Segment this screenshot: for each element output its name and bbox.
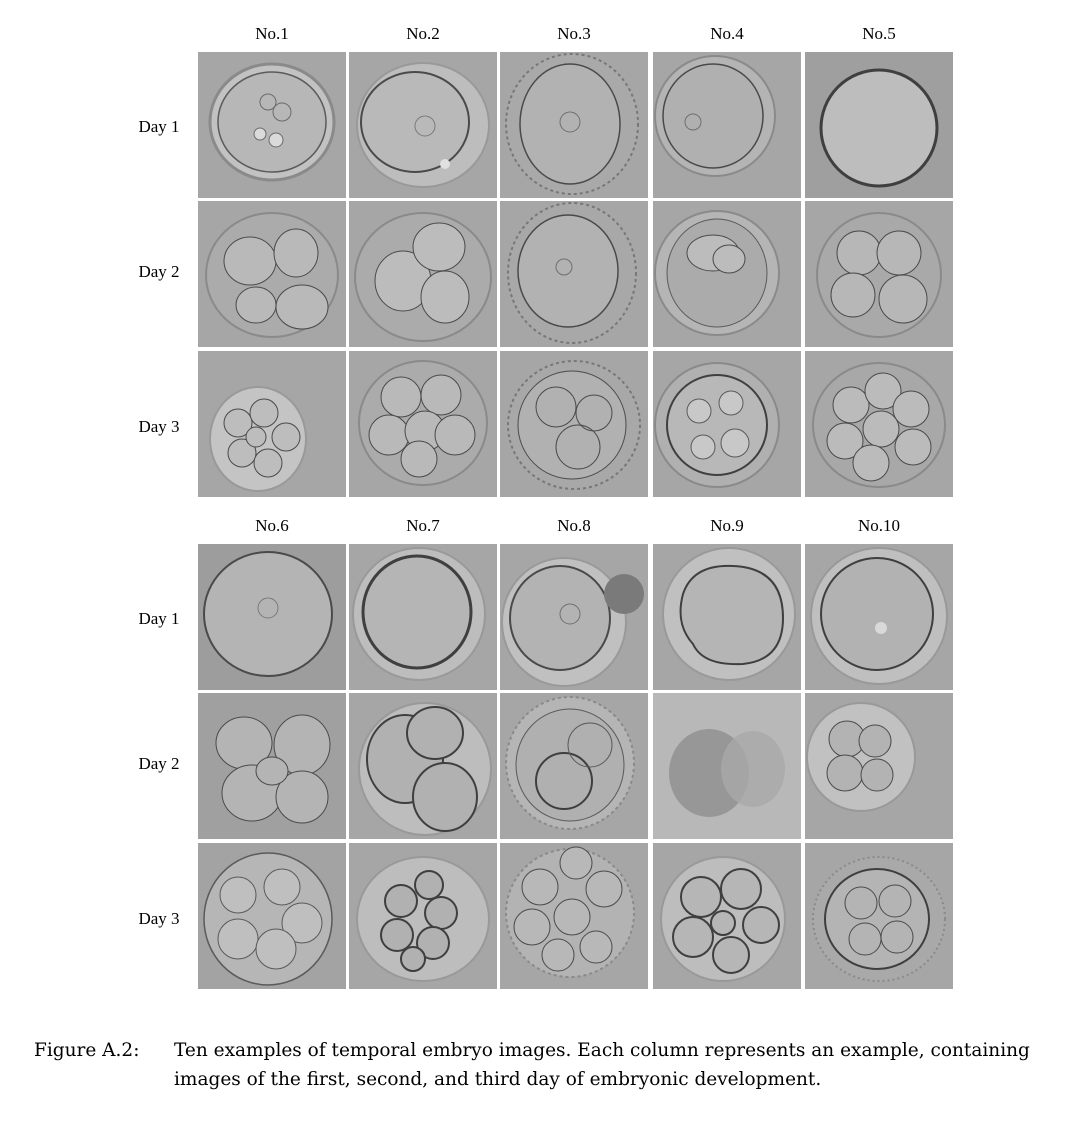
- embryo-image-no10-day2: [805, 693, 953, 839]
- embryo-image-no10-day3: [805, 843, 953, 989]
- embryo-image-no6-day3: [198, 843, 346, 989]
- embryo-image-no7-day2: [349, 693, 497, 839]
- column-header-no10: No.10: [857, 516, 901, 535]
- embryo-image-no8-day2: [500, 693, 648, 839]
- embryo-image-no8-day3: [500, 843, 648, 989]
- embryo-image-no9-day2: [653, 693, 801, 839]
- column-header-no9: No.9: [710, 516, 744, 535]
- embryo-image-no4-day1: [653, 52, 801, 198]
- embryo-image-no2-day2: [349, 201, 497, 347]
- embryo-image-no5-day3: [805, 351, 953, 497]
- embryo-image-no6-day1: [198, 544, 346, 690]
- caption-label: Figure A.2:: [34, 1040, 140, 1061]
- column-header-no8: No.8: [557, 516, 591, 535]
- embryo-image-no1-day3: [198, 351, 346, 497]
- column-header-no2: No.2: [406, 24, 440, 43]
- embryo-image-no3-day3: [500, 351, 648, 497]
- embryo-image-no4-day2: [653, 201, 801, 347]
- embryo-image-no4-day3: [653, 351, 801, 497]
- caption-text: Ten examples of temporal embryo images. Each column represents an example, containing images of the first, second, and third day of embryonic development.: [174, 1040, 1030, 1090]
- row-label-day1: Day 1: [138, 117, 180, 136]
- embryo-image-no5-day2: [805, 201, 953, 347]
- embryo-image-no5-day1: [805, 52, 953, 198]
- row-label-day3: Day 3: [138, 417, 180, 436]
- embryo-image-no7-day1: [349, 544, 497, 690]
- column-header-no1: No.1: [255, 24, 289, 43]
- embryo-image-no9-day1: [653, 544, 801, 690]
- embryo-image-no3-day2: [500, 201, 648, 347]
- column-header-no3: No.3: [557, 24, 591, 43]
- embryo-image-no7-day3: [349, 843, 497, 989]
- row-label-day2: Day 2: [138, 262, 180, 281]
- row-label-day3: Day 3: [138, 909, 180, 928]
- row-label-day2: Day 2: [138, 754, 180, 773]
- embryo-image-no2-day3: [349, 351, 497, 497]
- row-label-day1: Day 1: [138, 609, 180, 628]
- embryo-image-no8-day1: [500, 544, 648, 690]
- embryo-image-no1-day2: [198, 201, 346, 347]
- column-header-no7: No.7: [406, 516, 440, 535]
- column-header-no5: No.5: [862, 24, 896, 43]
- embryo-image-no3-day1: [500, 52, 648, 198]
- embryo-image-no1-day1: [198, 52, 346, 198]
- column-header-no6: No.6: [255, 516, 289, 535]
- column-header-no4: No.4: [710, 24, 744, 43]
- embryo-image-no6-day2: [198, 693, 346, 839]
- embryo-image-no9-day3: [653, 843, 801, 989]
- embryo-image-no2-day1: [349, 52, 497, 198]
- embryo-image-no10-day1: [805, 544, 953, 690]
